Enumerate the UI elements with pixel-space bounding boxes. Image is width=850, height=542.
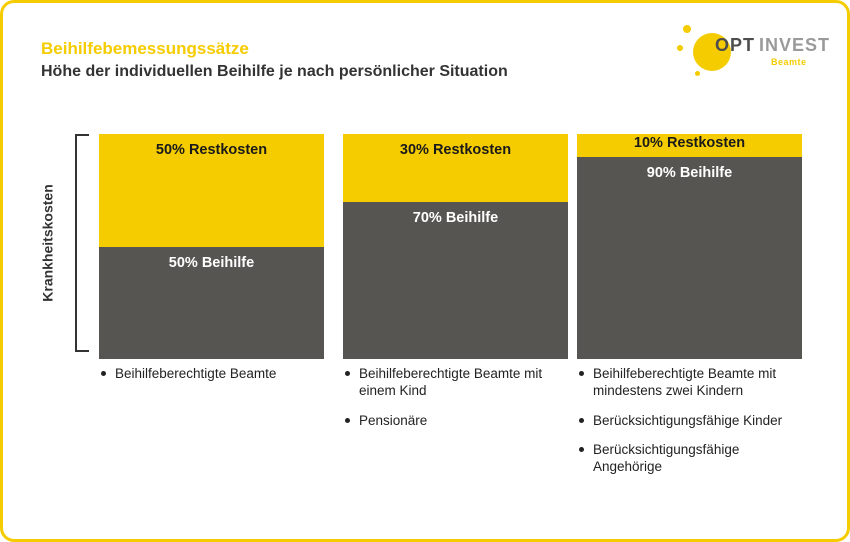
segment-restkosten <box>343 134 568 202</box>
list-item <box>577 441 802 476</box>
y-axis-label-text: Krankheitskosten <box>40 184 57 302</box>
segment-restkosten <box>99 134 324 247</box>
list-item-label: Berücksichtigungsfähige Angehörige <box>593 441 740 475</box>
list-item <box>577 365 802 400</box>
segment-label: 70% Beihilfe <box>412 209 499 226</box>
segment-restkosten <box>577 134 802 157</box>
y-axis-label <box>35 133 61 353</box>
list-item-label: Pensionäre <box>359 412 428 428</box>
logo-name-primary: OPT <box>715 35 756 55</box>
segment-label: 50% Beihilfe <box>168 254 255 271</box>
list-item-label: Beihilfeberechtigte Beamte mit einem Kind <box>359 366 543 399</box>
list-item <box>577 412 802 429</box>
list-item-label: Berücksichtigungsfähige Kinder <box>593 412 783 428</box>
logo-dot-icon <box>683 25 691 33</box>
bullet-icon <box>345 418 350 423</box>
list-item <box>343 412 568 429</box>
segment-label: 90% Beihilfe <box>646 164 733 181</box>
logo-dot-icon <box>695 71 700 76</box>
column-bullet-list <box>577 365 802 487</box>
logo-tagline: Beamte <box>771 57 807 67</box>
segment-label: 30% Restkosten <box>399 142 512 158</box>
logo-name-secondary: INVEST <box>759 35 831 55</box>
bullet-icon <box>579 418 584 423</box>
chart-legend-lists <box>99 365 813 525</box>
bullet-icon <box>579 447 584 452</box>
column-bullet-list <box>343 365 568 441</box>
chart-columns <box>99 134 813 359</box>
bullet-icon <box>345 371 350 376</box>
segment-beihilfe <box>99 247 324 360</box>
segment-label: 10% Restkosten <box>633 135 746 151</box>
chart-column <box>343 134 568 359</box>
logo-wordmark <box>715 35 830 56</box>
bullet-icon <box>101 371 106 376</box>
segment-label: 50% Restkosten <box>155 142 268 158</box>
bullet-icon <box>579 371 584 376</box>
opt-invest-logo <box>675 19 831 81</box>
column-bullet-list <box>99 365 324 394</box>
axis-bracket <box>75 134 89 352</box>
page-subtitle: Höhe der individuellen Beihilfe je nach persönlicher Situation <box>41 63 508 80</box>
list-item <box>99 365 324 382</box>
chart-column <box>577 134 802 359</box>
list-item-label: Beihilfeberechtigte Beamte <box>115 366 277 381</box>
page-title: Beihilfebemessungssätze <box>41 39 249 58</box>
chart-column <box>99 134 324 359</box>
segment-beihilfe <box>343 202 568 360</box>
logo-dot-icon <box>677 45 683 51</box>
list-item-label: Beihilfeberechtigte Beamte mit mindestens zwei Kindern <box>593 366 777 399</box>
segment-beihilfe <box>577 157 802 360</box>
list-item <box>343 365 568 400</box>
